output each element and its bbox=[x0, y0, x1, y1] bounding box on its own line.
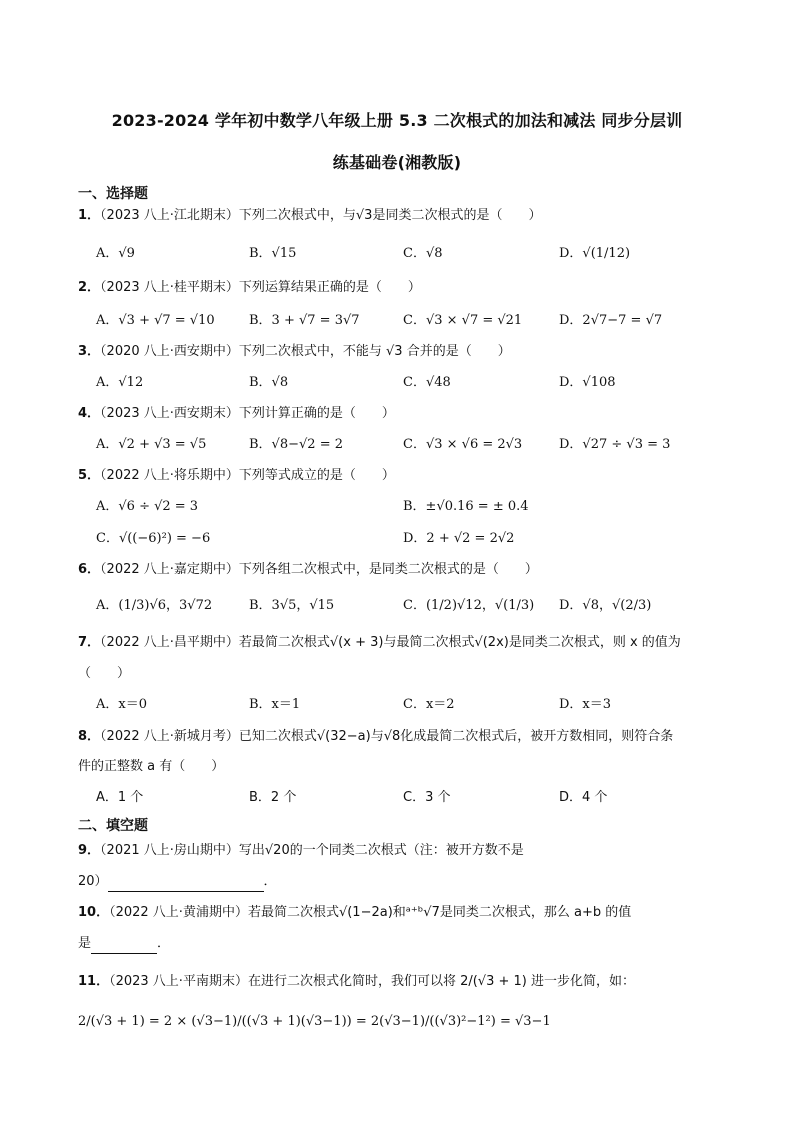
question-text: 20） bbox=[78, 874, 108, 889]
option-a[interactable]: A．√9 bbox=[96, 246, 135, 261]
question-stem: （2023 八上·江北期末）下列二次根式中，与√3是同类二次根式的是（ ） bbox=[100, 208, 542, 223]
question-number: 3． bbox=[78, 344, 101, 359]
option-d[interactable]: D．4 个 bbox=[559, 790, 608, 805]
option-d[interactable]: D．√(1/12) bbox=[559, 246, 631, 261]
question-stem: （2022 八上·嘉定期中）下列各组二次根式中，是同类二次根式的是（ ） bbox=[100, 562, 538, 577]
question-number: 1． bbox=[78, 208, 101, 223]
question-stem: （2023 八上·桂平期末）下列运算结果正确的是（ ） bbox=[100, 280, 421, 295]
question-stem: （2023 八上·西安期末）下列计算正确的是（ ） bbox=[100, 406, 395, 421]
option-d[interactable]: D．√108 bbox=[559, 375, 616, 390]
question-text-end: ． bbox=[263, 874, 277, 889]
option-d[interactable]: D．2√7−7 = √7 bbox=[559, 313, 663, 328]
option-c[interactable]: C．√3 × √6 = 2√3 bbox=[403, 437, 523, 452]
question-number: 6． bbox=[78, 562, 101, 577]
question-5 bbox=[78, 466, 718, 486]
question-stem: （2022 八上·黄浦期中）若最简二次根式√(1−2a)和ᵃ⁺ᵇ√7是同类二次根式，那么 a+b 的值 bbox=[109, 905, 632, 920]
question-number: 11． bbox=[78, 974, 110, 989]
question-stem: （2023 八上·平南期末）在进行二次根式化简时，我们可以将 2/(√3 + 1) 进一步化简，如： bbox=[109, 974, 635, 989]
option-a[interactable]: A．√12 bbox=[96, 375, 144, 390]
question-number: 5． bbox=[78, 468, 101, 483]
question-7-continued: （ ） bbox=[78, 666, 131, 681]
question-stem: （2021 八上·房山期中）写出√20的一个同类二次根式（注：被开方数不是 bbox=[100, 843, 524, 858]
option-a[interactable]: A．1 个 bbox=[96, 790, 144, 805]
option-c[interactable]: C．√8 bbox=[403, 246, 443, 261]
question-text-end: ． bbox=[157, 936, 171, 951]
option-b[interactable]: B．3√5，√15 bbox=[249, 598, 335, 613]
question-stem: （2020 八上·西安期中）下列二次根式中，不能与 √3 合并的是（ ） bbox=[100, 344, 511, 359]
question-6 bbox=[78, 560, 718, 580]
question-10-continued bbox=[78, 934, 718, 954]
option-a[interactable]: A．√3 + √7 = √10 bbox=[96, 313, 215, 328]
option-a[interactable]: A．√6 ÷ √2 = 3 bbox=[96, 499, 199, 514]
option-b[interactable]: B．3 + √7 = 3√7 bbox=[249, 313, 360, 328]
option-b[interactable]: B．√8−√2 = 2 bbox=[249, 437, 343, 452]
option-a[interactable]: A．(1/3)√6，3√72 bbox=[96, 598, 213, 613]
question-number: 9． bbox=[78, 843, 101, 858]
section-heading-choice: 一、选择题 bbox=[78, 186, 148, 202]
option-d[interactable]: D．2 + √2 = 2√2 bbox=[403, 531, 515, 546]
option-d[interactable]: D．√27 ÷ √3 = 3 bbox=[559, 437, 671, 452]
answer-blank[interactable] bbox=[108, 877, 264, 892]
question-text: 是 bbox=[78, 936, 92, 951]
question-4 bbox=[78, 404, 718, 424]
question-8 bbox=[78, 727, 718, 747]
answer-blank[interactable] bbox=[91, 939, 157, 954]
page-title-continued: 练基础卷(湘教版) bbox=[332, 153, 462, 172]
question-stem: （2022 八上·将乐期中）下列等式成立的是（ ） bbox=[100, 468, 395, 483]
question-8-continued: 件的正整数 a 有（ ） bbox=[78, 759, 225, 774]
question-number: 8． bbox=[78, 729, 101, 744]
question-stem: （2022 八上·昌平期中）若最简二次根式√(x + 3)与最简二次根式√(2x)是同类二次根式，则 x 的值为 bbox=[100, 635, 681, 650]
question-1 bbox=[78, 206, 718, 226]
option-c[interactable]: C．√48 bbox=[403, 375, 451, 390]
option-b[interactable]: B．√8 bbox=[249, 375, 289, 390]
question-number: 7． bbox=[78, 635, 101, 650]
option-c[interactable]: C．√((−6)²) = −6 bbox=[96, 531, 211, 546]
question-number: 2． bbox=[78, 280, 101, 295]
option-b[interactable]: B．x＝1 bbox=[249, 697, 301, 712]
question-9 bbox=[78, 841, 718, 861]
option-d[interactable]: D．√8，√(2/3) bbox=[559, 598, 652, 613]
question-9-continued bbox=[78, 872, 718, 892]
option-a[interactable]: A．√2 + √3 = √5 bbox=[96, 437, 207, 452]
page-title: 2023-2024 学年初中数学八年级上册 5.3 二次根式的加法和减法 同步分层训 bbox=[111, 111, 683, 130]
option-b[interactable]: B．√15 bbox=[249, 246, 297, 261]
option-c[interactable]: C．3 个 bbox=[403, 790, 451, 805]
option-c[interactable]: C．x＝2 bbox=[403, 697, 455, 712]
option-c[interactable]: C．(1/2)√12，√(1/3) bbox=[403, 598, 535, 613]
question-2 bbox=[78, 278, 718, 298]
question-7 bbox=[78, 633, 718, 653]
question-10 bbox=[78, 903, 718, 923]
option-a[interactable]: A．x＝0 bbox=[96, 697, 147, 712]
question-number: 10． bbox=[78, 905, 110, 920]
question-stem: （2022 八上·新城月考）已知二次根式√(32−a)与√8化成最简二次根式后，被开方数相同，则符合条 bbox=[100, 729, 674, 744]
question-11-worked-example: 2/(√3 + 1) = 2 × (√3−1)/((√3 + 1)(√3−1)) = 2(√3−1)/((√3)²−1²) = √3−1 bbox=[78, 1014, 551, 1029]
option-b[interactable]: B．2 个 bbox=[249, 790, 297, 805]
option-d[interactable]: D．x＝3 bbox=[559, 697, 612, 712]
option-b[interactable]: B．±√0.16 = ± 0.4 bbox=[403, 499, 529, 514]
question-3 bbox=[78, 342, 718, 362]
section-heading-fill: 二、填空题 bbox=[78, 818, 148, 834]
option-c[interactable]: C．√3 × √7 = √21 bbox=[403, 313, 523, 328]
question-11 bbox=[78, 972, 718, 992]
question-number: 4． bbox=[78, 406, 101, 421]
